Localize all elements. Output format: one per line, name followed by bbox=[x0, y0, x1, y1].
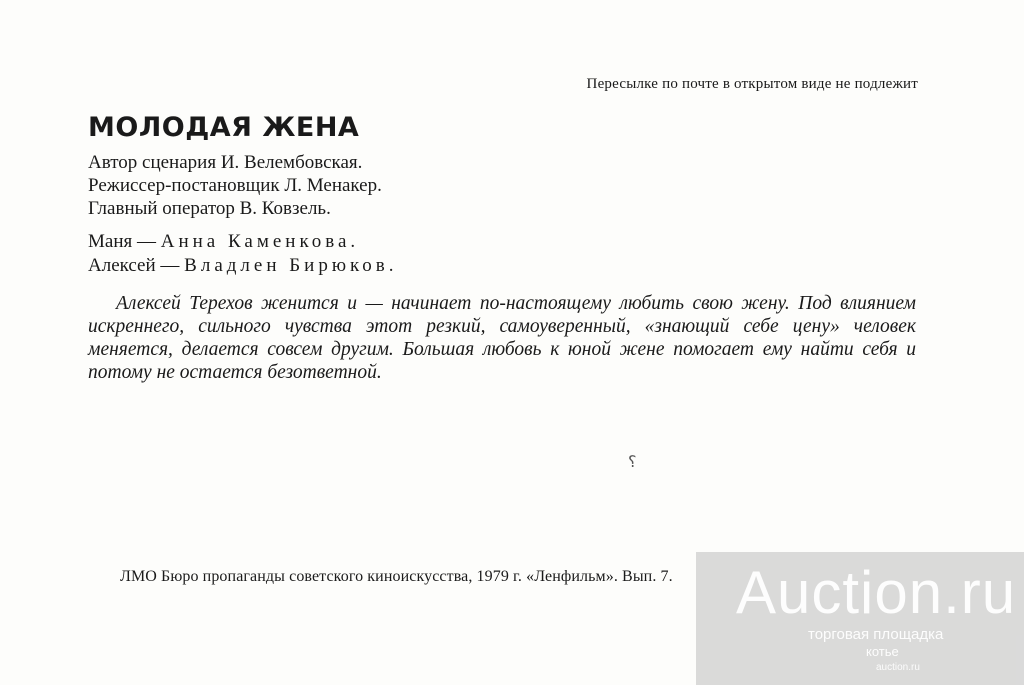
cast-line-manya bbox=[88, 230, 398, 254]
credit-cinematographer: Главный оператор В. Ковзель. bbox=[88, 198, 331, 219]
film-title: МОЛОДАЯ ЖЕНА bbox=[88, 112, 360, 143]
cast-actor: Владлен Бирюков. bbox=[184, 255, 398, 276]
cast-role: Маня — bbox=[88, 231, 161, 252]
cast-line-aleksey bbox=[88, 254, 398, 278]
credits-block bbox=[88, 151, 382, 220]
credit-screenwriter: Автор сценария И. Велембовская. bbox=[88, 152, 363, 173]
postal-notice: Пересылке по почте в открытом виде не подлежит bbox=[586, 76, 918, 92]
watermark-main: Auction.ru bbox=[736, 559, 1017, 626]
watermark-sub: торговая площадка bbox=[808, 626, 944, 643]
cast-actor: Анна Каменкова. bbox=[160, 231, 360, 252]
synopsis: Алексей Терехов женится и — начинает по-настоящему любить свою жену. Под влиянием искреннего, сильного чувства этот резкий, самоуверенный, «знающий себе цену» человек меняется, делается совсем другим. Большая любовь к юной жене помогает ему найти себя и потому не остается безответной. bbox=[88, 293, 916, 383]
watermark-sub3: auction.ru bbox=[876, 662, 920, 673]
auction-watermark bbox=[696, 552, 1024, 685]
watermark-sub2: котье bbox=[866, 644, 899, 659]
publisher-footer: ЛМО Бюро пропаганды советского киноискусства, 1979 г. «Ленфильм». Вып. 7. bbox=[120, 568, 673, 585]
credit-director: Режиссер-постановщик Л. Менакер. bbox=[88, 175, 382, 196]
cast-role: Алексей — bbox=[88, 255, 185, 276]
pencil-mark: ⸮ bbox=[628, 454, 637, 471]
cast-block bbox=[88, 230, 398, 278]
